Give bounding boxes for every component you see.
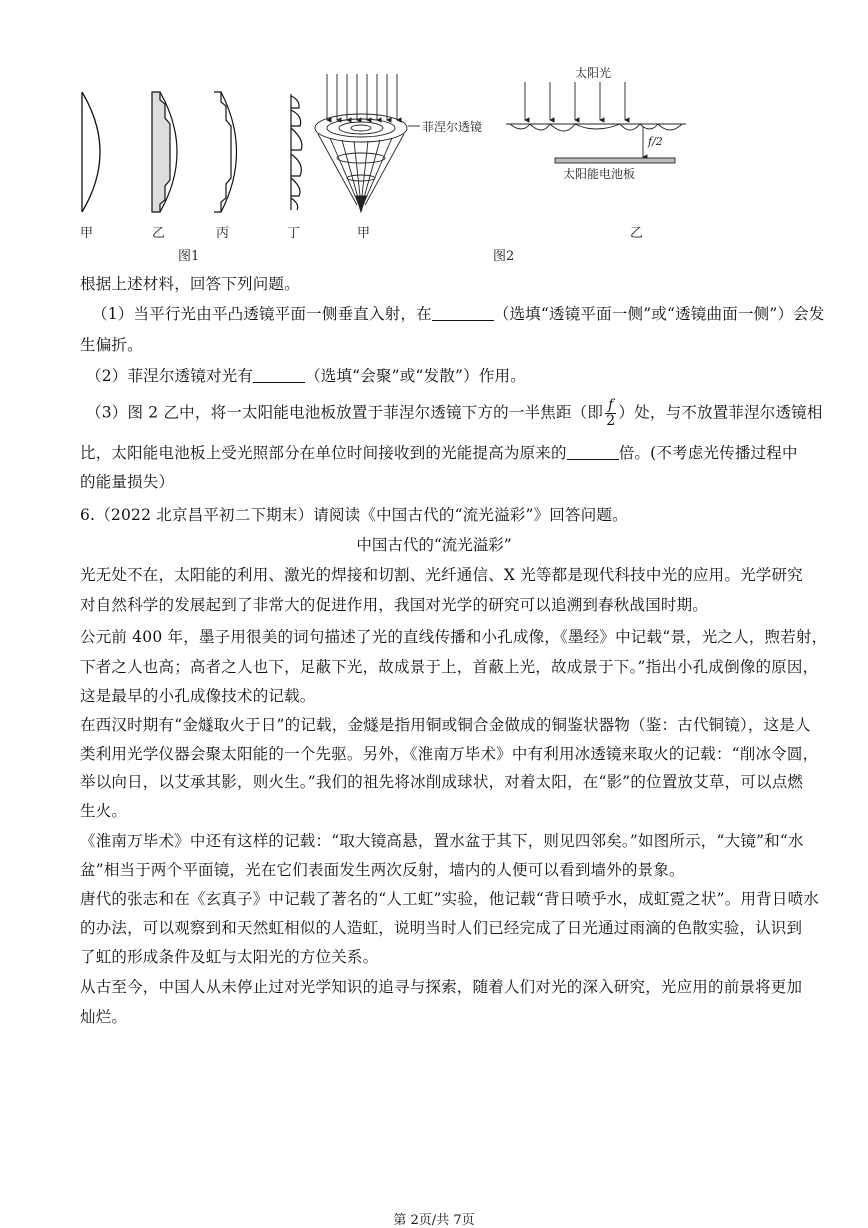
- question-1: [92, 302, 825, 324]
- intro-line: 根据上述材料，回答下列问题。: [80, 275, 300, 293]
- question-2: [86, 364, 806, 386]
- q3-line-2: [80, 441, 800, 463]
- question-6-heading: 6.（2022 北京昌平初二下期末）请阅读《中国古代的“流光溢彩”》回答问题。: [80, 506, 628, 524]
- paragraph-4-line-1: 《淮南万毕术》中还有这样的记载：“取大镜高悬，置水盆于其下，则见四邻矣。”如图所示，“大镜”和“水: [80, 832, 804, 850]
- stepped-thin-lens: [214, 92, 237, 212]
- fresnel-label: 菲涅尔透镜: [422, 120, 483, 134]
- paragraph-4-line-2: 盆”相当于两个平面镜，光在它们表面发生两次反射，墙内的人便可以看到墙外的景象。: [80, 861, 685, 879]
- q2-text-b: （选填“会聚”或“发散”）作用。: [305, 367, 526, 385]
- fresnel-focus-diagram: [315, 74, 420, 212]
- sunlight-label: 太阳光: [575, 66, 612, 80]
- paragraph-1-line-1: 光无处不在，太阳能的利用、激光的焊接和切割、光纤通信、X 光等都是现代科技中光的应用。光学研究: [80, 566, 803, 584]
- q2-text-a: （2）菲涅尔透镜对光有: [86, 367, 254, 385]
- q3-answer-blank[interactable]: [567, 445, 619, 460]
- lens-figures: [0, 0, 868, 270]
- fig1-label-bing: 丙: [216, 226, 230, 241]
- paragraph-2-line-2: 下者之人也高；高者之人也下，足蔽下光，故成景于上，首蔽上光，故成景于下。”指出小孔成倒像的原因，: [80, 658, 819, 676]
- paragraph-3-line-1: 在西汉时期有“金燧取火于日”的记载，金燧是指用铜或铜合金做成的铜鉴状器物（鉴：古代铜镜），这是人: [80, 716, 811, 734]
- paragraph-5-line-1: 唐代的张志和在《玄真子》中记载了著名的“人工虹”实验，他记载“背日喷乎水，成虹霓之状”。用背日喷水: [80, 890, 819, 908]
- paragraph-5-line-3: 了虹的形成条件及虹与太阳光的方位关系。: [80, 948, 379, 966]
- fig2-caption: 图2: [493, 249, 515, 264]
- fig1-label-jia: 甲: [80, 226, 94, 241]
- q3-text-a: （3）图 2 乙中，将一太阳能电池板放置于菲涅尔透镜下方的一半焦距（即: [86, 403, 604, 422]
- focal-half-label: f/2: [648, 135, 663, 148]
- paragraph-6-line-1: 从古至今，中国人从未停止过对光学知识的追寻与探索，随着人们对光的深入研究，光应用的前景将更加: [80, 978, 803, 996]
- solar-panel-label: 太阳能电池板: [563, 167, 636, 181]
- q3-line-3: 的能量损失）: [80, 473, 175, 491]
- article-title: 中国古代的“流光溢彩”: [356, 536, 512, 554]
- solar-panel-diagram: [506, 82, 686, 163]
- paragraph-5-line-2: 的办法，可以观察到和天然虹相似的人造虹，说明当时人们已经完成了日光通过雨滴的色散实验，认识到: [80, 919, 803, 937]
- fig2-label-yi: 乙: [630, 226, 644, 241]
- paragraph-3-line-2: 类利用光学仪器会聚太阳能的一个先驱。另外，《淮南万毕术》中有利用冰透镜来取火的记载：“削冰令圆，: [80, 745, 819, 763]
- question-3: [86, 397, 823, 429]
- fraction-denominator: 2: [606, 413, 616, 429]
- q3-text-d: 倍。(不考虑光传播过程中: [618, 444, 798, 462]
- paragraph-1-line-2: 对自然科学的发展起到了非常大的促进作用，我国对光学的研究可以追溯到春秋战国时期。: [80, 596, 709, 614]
- paragraph-2-line-3: 这是最早的小孔成像技术的记载。: [80, 687, 316, 705]
- fraction-numerator: f: [605, 398, 616, 414]
- paragraph-6-line-2: 灿烂。: [80, 1008, 128, 1026]
- paragraph-3-line-4: 生火。: [80, 802, 128, 820]
- q1-text-b: （选填“透镜平面一侧”或“透镜曲面一侧”）会发: [493, 305, 825, 323]
- fig2-label-jia: 甲: [357, 226, 371, 241]
- fig1-label-ding: 丁: [287, 226, 301, 241]
- q1-text-a: （1）当平行光由平凸透镜平面一侧垂直入射，在: [92, 305, 432, 323]
- fig1-label-yi: 乙: [152, 226, 166, 241]
- q3-text-b: ）处，与不放置菲涅尔透镜相: [618, 403, 823, 422]
- plano-convex-lens: [82, 92, 100, 212]
- paragraph-3-line-3: 举以向日，以艾承其影，则火生。”我们的祖先将冰削成球状，对着太阳，在“影”的位置放艾草，可以点燃: [80, 773, 804, 791]
- page-number-footer: 第 2页/共 7页: [393, 1213, 475, 1228]
- q2-answer-blank[interactable]: [253, 368, 305, 383]
- q1-continuation: 生偏折。: [80, 336, 143, 354]
- fig1-caption: 图1: [178, 249, 200, 264]
- q3-text-c: 比，太阳能电池板上受光照部分在单位时间接收到的光能提高为原来的: [80, 444, 567, 462]
- half-focal-fraction: [605, 398, 616, 429]
- fresnel-profile: [291, 94, 302, 210]
- stepped-lens: [152, 92, 177, 212]
- paragraph-2-line-1: 公元前 400 年，墨子用很美的词句描述了光的直线传播和小孔成像，《墨经》中记载“景，光之人，煦若射，: [80, 628, 828, 646]
- q1-answer-blank[interactable]: [432, 306, 494, 321]
